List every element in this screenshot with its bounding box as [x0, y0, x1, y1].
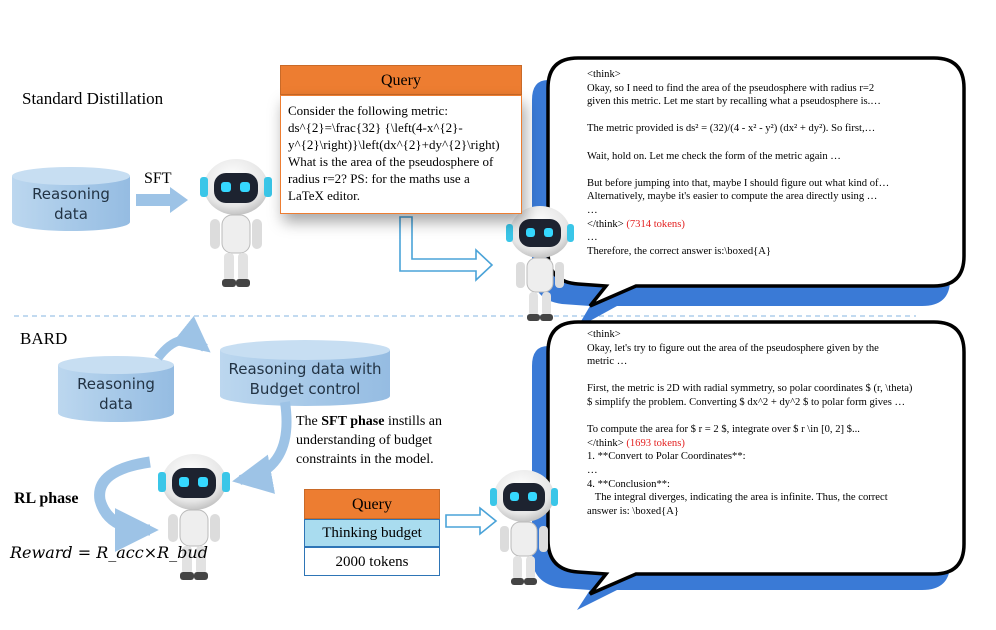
think-open-tag: <think> — [587, 69, 621, 80]
rl-phase-label: RL phase — [14, 490, 79, 507]
bubble-line: metric … — [587, 356, 628, 368]
bubble-line: But before jumping into that, maybe I should figure out what kind of… — [587, 177, 890, 189]
reasoning-data-label-line2: data — [54, 205, 88, 223]
sft-note-pre: The — [296, 414, 322, 429]
bubble-line: Alternatively, maybe it's easier to compute the area directly using … — [587, 191, 878, 203]
sft-phase-note-line2: understanding of budget — [296, 433, 433, 448]
query-line: Consider the following metric: — [288, 103, 448, 118]
bubble-ellipsis: … — [587, 204, 598, 216]
token-count: (1693 tokens) — [626, 437, 685, 449]
thinking-budget-label: Thinking budget — [304, 519, 440, 547]
bubble-answer: Therefore, the correct answer is:\boxed{A} — [587, 245, 772, 257]
query-to-robot-arrow — [400, 217, 492, 280]
bubble-line: given this metric. Let me start by recalling what a pseudosphere is.… — [587, 96, 881, 108]
bubble-line: $ simplify the problem. Converting $ dx^2 + dy^2 $ to polar form gives … — [587, 396, 906, 408]
bubble-ellipsis: … — [587, 464, 598, 476]
bubble-line: Okay, let's try to figure out the area of the pseudosphere given by the — [587, 342, 879, 354]
think-close-tag: </think> — [587, 218, 624, 230]
sft-label: SFT — [144, 170, 172, 187]
reward-formula-text: Reward = R_acc×R_bud — [10, 543, 208, 562]
query-body — [280, 95, 522, 214]
think-open-tag: <think> — [587, 329, 621, 340]
bubble-answer: answer is: \boxed{A} — [587, 505, 679, 517]
sft-note-post: instills an — [384, 414, 442, 429]
bubble-line: 1. **Convert to Polar Coordinates**: — [587, 451, 746, 463]
sft-phase-note-line3: constraints in the model. — [296, 452, 434, 467]
bubble-line: Okay, so I need to find the area of the pseudosphere with radius r=2 — [587, 82, 875, 94]
budget-data-label-line1: Reasoning data with — [228, 360, 382, 378]
query-line: radius r=2? PS: for the maths use a — [288, 171, 470, 186]
query-line: LaTeX editor. — [288, 188, 361, 203]
standard-distillation-title: Standard Distillation — [22, 89, 164, 108]
budget-query-to-robot-arrow — [446, 508, 496, 534]
rl-phase-arrow — [100, 462, 150, 530]
bard-data-label-line2: data — [99, 395, 133, 413]
reasoning-data-label-line1: Reasoning — [32, 185, 110, 203]
budget-data-label — [220, 359, 390, 399]
curved-arrow-to-robot — [240, 402, 287, 480]
query-line: ds^{2}=\frac{32} {\left(4-x^{2}- — [288, 120, 463, 135]
bard-data-label-line1: Reasoning — [77, 375, 155, 393]
bubble-line: The integral diverges, indicating the area is infinite. Thus, the correct — [587, 492, 888, 504]
token-count: (7314 tokens) — [626, 218, 685, 230]
query-line: y^{2}\right)}\left(dx^{2}+dy^{2}\right) — [288, 137, 500, 152]
sft-phase-note — [296, 412, 496, 469]
reward-formula — [10, 543, 208, 562]
bard-bubble-text — [587, 328, 951, 518]
budget-query-header: Query — [304, 489, 440, 519]
sft-phase-note-line1 — [296, 412, 496, 431]
standard-bubble-text — [587, 68, 949, 258]
think-close-line — [587, 218, 949, 232]
robot-standard — [200, 159, 272, 287]
bubble-line: Wait, hold on. Let me check the form of the metric again … — [587, 150, 841, 162]
curved-arrow-to-budget — [158, 340, 205, 358]
bubble-line: The metric provided is ds² = (32)/(4 - x² - y²) (dx² + dy²). So first,… — [587, 123, 876, 135]
bard-title: BARD — [20, 329, 68, 348]
think-close-line — [587, 437, 951, 451]
bard-reasoning-data-label — [58, 374, 174, 414]
bubble-ellipsis: … — [587, 232, 598, 244]
bubble-line: 4. **Conclusion**: — [587, 478, 670, 490]
bubble-line: First, the metric is 2D with radial symmetry, so polar coordinates $ (r, \theta) — [587, 383, 913, 395]
sft-note-bold: SFT phase — [321, 414, 385, 429]
think-close-tag: </think> — [587, 437, 624, 449]
reasoning-data-label — [12, 184, 130, 224]
query-line: What is the area of the pseudosphere of — [288, 154, 494, 169]
bubble-line: To compute the area for $ r = 2 $, integrate over $ r \in [0, 2] $... — [587, 424, 860, 436]
sft-arrow — [136, 187, 188, 213]
query-header: Query — [280, 65, 522, 95]
thinking-budget-value: 2000 tokens — [304, 547, 440, 576]
budget-data-label-line2: Budget control — [249, 380, 361, 398]
